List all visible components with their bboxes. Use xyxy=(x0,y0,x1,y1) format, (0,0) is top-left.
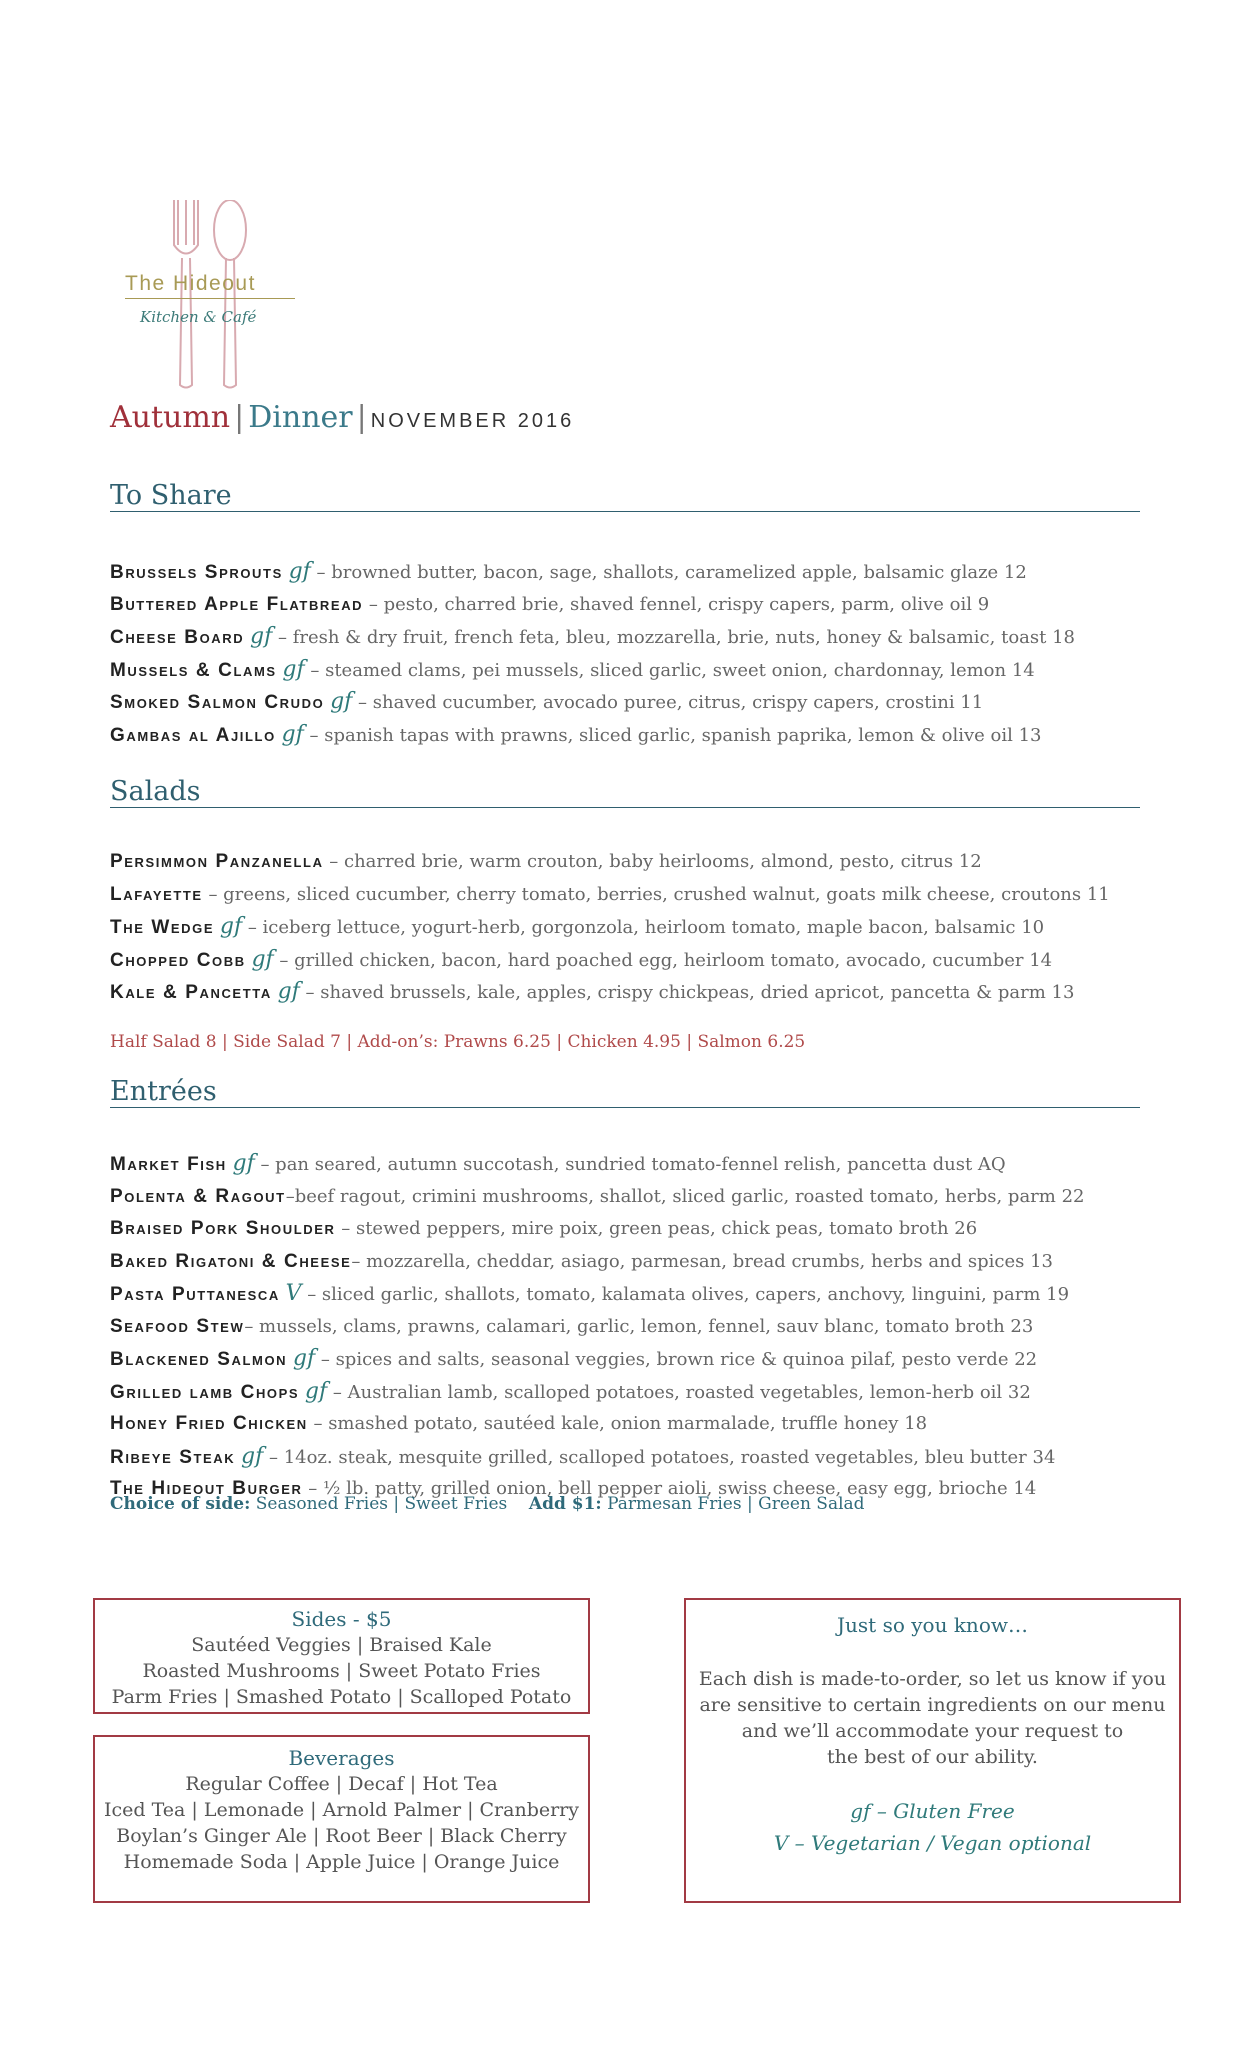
vegetarian-legend: V – Vegetarian / Vegan optional xyxy=(773,1831,1092,1855)
item-name: Polenta & Ragout xyxy=(110,1185,286,1207)
gluten-free-tag: gf xyxy=(330,689,353,714)
item-description: – Australian lamb, scalloped potatoes, roasted vegetables, lemon-herb oil 32 xyxy=(327,1381,1031,1403)
menu-item xyxy=(110,1441,1150,1474)
restaurant-logo xyxy=(120,200,300,390)
menu-item xyxy=(110,556,1150,589)
item-description: – greens, sliced cucumber, cherry tomato, berries, crushed walnut, goats milk cheese, croutons 11 xyxy=(202,883,1110,905)
gluten-free-tag: gf xyxy=(219,914,243,939)
section-title-entrees: Entrées xyxy=(110,1076,1140,1108)
item-description: – spices and salts, seasonal veggies, brown rice & quinoa pilaf, pesto verde 22 xyxy=(315,1349,1038,1370)
menu-item xyxy=(110,1181,1150,1214)
menu-header xyxy=(110,400,574,435)
item-description: –beef ragout, crimini mushrooms, shallot, sliced garlic, roasted tomato, herbs, parm 22 xyxy=(285,1185,1085,1207)
info-box xyxy=(684,1598,1181,1903)
menu-item xyxy=(110,846,1150,879)
section-title-salads: Salads xyxy=(110,776,1140,808)
gluten-free-tag: gf xyxy=(232,1151,255,1176)
item-name: Buttered Apple Flatbread xyxy=(110,593,364,615)
item-description: – smashed potato, sautéed kale, onion marmalade, truffle honey 18 xyxy=(307,1413,928,1434)
item-description: – charred brie, warm crouton, baby heirlooms, almond, pesto, citrus 12 xyxy=(323,851,982,872)
item-name: Baked Rigatoni & Cheese xyxy=(110,1250,352,1272)
to-share-list xyxy=(110,556,1150,751)
section-title-to-share: To Share xyxy=(110,480,1140,512)
item-description: – spanish tapas with prawns, sliced garlic, spanish paprika, lemon & olive oil 13 xyxy=(303,724,1042,746)
item-description: – ½ lb. patty, grilled onion, bell pepper aioli, swiss cheese, easy egg, brioche 14 xyxy=(302,1478,1037,1499)
item-description: – browned butter, bacon, sage, shallots, caramelized apple, balsamic glaze 12 xyxy=(310,562,1027,583)
item-description: – sliced garlic, shallots, tomato, kalamata olives, capers, anchovy, linguini, parm 19 xyxy=(301,1284,1070,1305)
item-description: – steamed clams, pei mussels, sliced garlic, sweet onion, chardonnay, lemon 14 xyxy=(304,659,1035,681)
item-name: Persimmon Panzanella xyxy=(110,851,324,872)
salads-list xyxy=(110,846,1150,1009)
menu-item xyxy=(110,879,1150,912)
menu-item xyxy=(110,654,1150,687)
add-options: Parmesan Fries | Green Salad xyxy=(601,1494,865,1514)
gluten-free-tag: gf xyxy=(277,979,300,1004)
item-name: Honey Fried Chicken xyxy=(110,1413,308,1434)
item-name: Seafood Stew xyxy=(110,1315,245,1337)
beverages-box xyxy=(93,1735,590,1903)
item-name: Ribeye Steak xyxy=(110,1446,236,1468)
item-name: Gambas al Ajillo xyxy=(110,724,276,746)
gluten-free-tag: gf xyxy=(292,1346,316,1371)
side-choice-note xyxy=(110,1494,865,1514)
add-label: Add $1: xyxy=(528,1494,602,1514)
sides-title: Sides - $5 xyxy=(291,1607,392,1631)
menu-item xyxy=(110,686,1150,719)
item-name: Mussels & Clams xyxy=(110,659,277,681)
item-name: The Hideout Burger xyxy=(110,1478,303,1499)
gluten-free-tag: gf xyxy=(281,721,304,747)
item-name: Blackened Salmon xyxy=(110,1349,288,1370)
gluten-free-tag: gf xyxy=(304,1378,328,1404)
sides-line: Roasted Mushrooms | Sweet Potato Fries xyxy=(142,1660,541,1682)
item-name: Market Fish xyxy=(110,1154,227,1175)
month-label: NOVEMBER 2016 xyxy=(370,410,575,432)
menu-item xyxy=(110,944,1150,977)
menu-item xyxy=(110,1148,1150,1181)
item-description: – pesto, charred brie, shaved fennel, crispy capers, parm, olive oil 9 xyxy=(363,593,990,615)
beverage-line: Iced Tea | Lemonade | Arnold Palmer | Cranberry xyxy=(103,1799,580,1821)
item-description: – grilled chicken, bacon, hard poached egg, heirloom tomato, avocado, cucumber 14 xyxy=(273,949,1053,971)
item-description: – shaved cucumber, avocado puree, citrus, crispy capers, crostini 11 xyxy=(352,692,984,713)
sides-box xyxy=(93,1598,590,1714)
item-description: – mozzarella, cheddar, asiago, parmesan, bread crumbs, herbs and spices 13 xyxy=(351,1250,1054,1272)
item-description: – pan seared, autumn succotash, sundried tomato-fennel relish, pancetta dust AQ xyxy=(254,1154,1006,1175)
brand-name: The Hideout xyxy=(125,272,295,299)
info-title: Just so you know… xyxy=(837,1613,1028,1637)
beverage-line: Regular Coffee | Decaf | Hot Tea xyxy=(185,1773,498,1795)
item-name: Lafayette xyxy=(110,883,203,905)
gluten-free-tag: gf xyxy=(241,1443,264,1469)
menu-item xyxy=(110,1408,1150,1441)
item-description: – 14oz. steak, mesquite grilled, scalloped potatoes, roasted vegetables, bleu butter 34 xyxy=(263,1446,1056,1468)
menu-item xyxy=(110,976,1150,1009)
divider: | xyxy=(234,400,245,435)
info-line: the best of our ability. xyxy=(827,1746,1038,1768)
item-name: Braised Pork Shoulder xyxy=(110,1218,336,1239)
menu-item xyxy=(110,1213,1150,1246)
beverage-line: Boylan’s Ginger Ale | Root Beer | Black Cherry xyxy=(116,1825,567,1847)
item-description: – stewed peppers, mire poix, green peas, chick peas, tomato broth 26 xyxy=(335,1218,978,1239)
sides-line: Sautéed Veggies | Braised Kale xyxy=(191,1634,492,1656)
item-name: Pasta Puttanesca xyxy=(110,1284,280,1305)
info-line: Each dish is made-to-order, so let us know if you xyxy=(698,1668,1167,1690)
menu-item xyxy=(110,911,1150,944)
info-line: are sensitive to certain ingredients on our menu xyxy=(699,1694,1166,1716)
item-description: – iceberg lettuce, yogurt-herb, gorgonzola, heirloom tomato, maple bacon, balsamic 10 xyxy=(242,917,1045,938)
meal-label: Dinner xyxy=(248,400,353,435)
entrees-list xyxy=(110,1148,1150,1506)
choice-label: Choice of side: xyxy=(110,1494,251,1514)
menu-item xyxy=(110,1311,1150,1344)
season-label: Autumn xyxy=(110,400,231,435)
menu-item xyxy=(110,1376,1150,1409)
menu-item xyxy=(110,621,1150,654)
item-description: – shaved brussels, kale, apples, crispy chickpeas, dried apricot, pancetta & parm 13 xyxy=(299,982,1075,1003)
salad-addons-note: Half Salad 8 | Side Salad 7 | Add-on’s: Prawns 6.25 | Chicken 4.95 | Salmon 6.25 xyxy=(110,1032,806,1052)
sides-line: Parm Fries | Smashed Potato | Scalloped Potato xyxy=(111,1686,572,1708)
item-name: Kale & Pancetta xyxy=(110,982,272,1003)
divider: | xyxy=(356,400,367,435)
menu-item xyxy=(110,1343,1150,1376)
gluten-free-tag: gf xyxy=(288,559,311,584)
item-description: – fresh & dry fruit, french feta, bleu, mozzarella, brie, nuts, honey & balsamic, toast 18 xyxy=(272,627,1075,648)
choice-options: Seasoned Fries | Sweet Fries xyxy=(250,1494,508,1514)
item-name: Grilled lamb Chops xyxy=(110,1381,300,1403)
item-name: Cheese Board xyxy=(110,627,245,648)
menu-item xyxy=(110,719,1150,752)
gluten-free-tag: gf xyxy=(282,656,305,682)
item-name: Brussels Sprouts xyxy=(110,562,283,583)
gluten-free-tag: gf xyxy=(250,624,273,649)
item-name: Smoked Salmon Crudo xyxy=(110,692,325,713)
brand-subtitle: Kitchen & Café xyxy=(140,308,257,326)
info-line: and we’ll accommodate your request to xyxy=(741,1720,1124,1742)
beverage-line: Homemade Soda | Apple Juice | Orange Juice xyxy=(123,1851,560,1873)
gluten-free-tag: gf xyxy=(251,946,274,972)
item-name: The Wedge xyxy=(110,917,215,938)
menu-item xyxy=(110,589,1150,622)
gluten-free-legend: gf – Gluten Free xyxy=(850,1799,1015,1823)
item-description: – mussels, clams, prawns, calamari, garlic, lemon, fennel, sauv blanc, tomato broth 23 xyxy=(244,1315,1034,1337)
vegetarian-tag: V xyxy=(285,1281,302,1306)
menu-item xyxy=(110,1246,1150,1279)
menu-item xyxy=(110,1278,1150,1311)
beverages-title: Beverages xyxy=(288,1746,395,1770)
item-name: Chopped Cobb xyxy=(110,949,246,971)
